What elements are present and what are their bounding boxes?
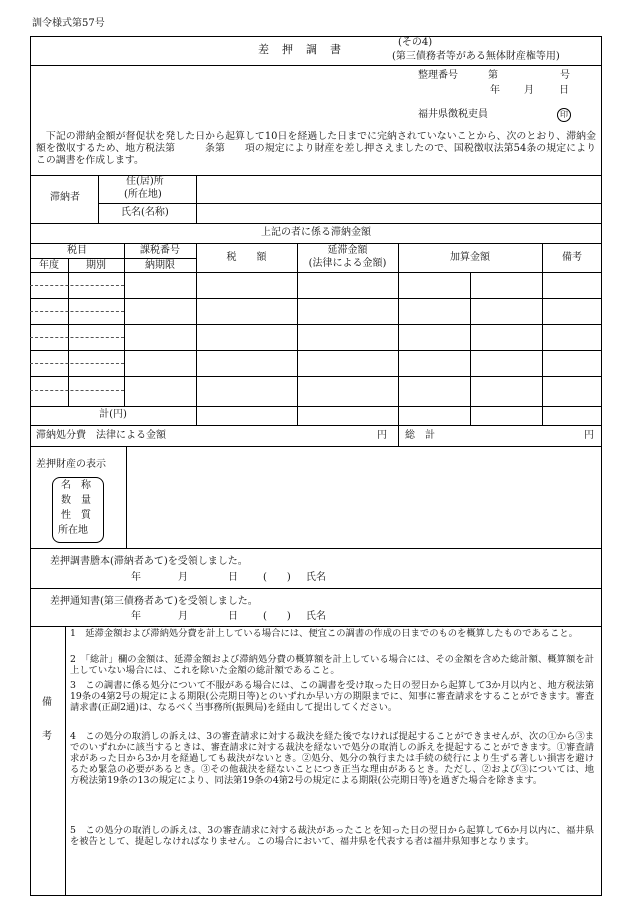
- grand-total-label: 総 計: [405, 430, 435, 441]
- note-item: 4 この処分の取消しの訴えは、3の審査請求に対する裁決を経た後でなければ提起することができませんが、次の①から③までのいずれかに該当するときは、審査請求に対する裁決を経ないで処分の取消しの訴えを提起することができます。①審査請求があった日から3か月を経過しても裁決がないとき。②処分、処分の執行または手続の続行により生ずる著しい損害を避けるため緊急の必要があるとき。③その他裁決を経ないことにつき正当な理由があるとき。ただし、②および③については、地方税法第19条の13の規定により、同法第19条の4第2号の規定による期限(公売期日等)を過ぎた場合を除きます。: [70, 731, 594, 786]
- rule: [30, 258, 124, 259]
- rule: [30, 243, 602, 244]
- col-year: 年度: [39, 260, 59, 271]
- address-label: 住(居)所: [126, 176, 164, 187]
- document-title: 差 押 調 書: [258, 43, 342, 56]
- reference-go: 号: [560, 70, 570, 81]
- rule: [196, 175, 197, 223]
- rule: [30, 548, 602, 549]
- rule: [65, 626, 66, 896]
- reference-dai: 第: [488, 70, 498, 81]
- rule: [30, 285, 124, 286]
- date-day: 日: [559, 85, 569, 96]
- receipt-notice-year: 年: [131, 611, 141, 622]
- rule: [196, 243, 197, 425]
- rule: [30, 272, 602, 273]
- form-number-label: 訓令様式第57号: [32, 18, 105, 29]
- col-late-fee-sub: (法律による金額): [308, 258, 387, 269]
- note-item: 3 この調書に係る処分について不服がある場合には、この調書を受け取った日の翌日から起算して3か月以内と、地方税法第19条の4第2号の規定による期限(公売期日等)とのいずれか早い方の期限までに、知事に審査請求をすることができます。審査請求書(正副2通)は、なるべく当事務所(振興局)を経由して提出してください。: [70, 680, 594, 713]
- document-subtitle-2: (第三債務者等がある無体財産権等用): [392, 51, 560, 62]
- receipt-copy-paren: ( ): [263, 572, 291, 583]
- seized-item: 名 称: [61, 480, 91, 491]
- seized-item: 性 質: [61, 510, 91, 521]
- note-item: 2 「総計」欄の金額は、延滞金額および滞納処分費の概算額を計上している場合には、その金額を含めた総計額、概算額を計上していない場合には、これを除いた金額の総計額であること。: [70, 654, 594, 676]
- receipt-copy-year: 年: [131, 572, 141, 583]
- rule: [126, 446, 127, 548]
- note-item: 1 延滞金額および滞納処分費を計上している場合には、便宜この調書の作成の日までのものを概算したものであること。: [70, 628, 578, 639]
- rule: [470, 272, 471, 425]
- intro-paragraph: 下記の滞納金額が督促状を発した日から起算して10日を経過した日までに完納されていないことから、次のとおり、滞納金額を徴収するため、地方税法第 条第 項の規定により財産を差し押さえましたので、国税徴収法第54条の規定によりこの調書を作成します。: [36, 131, 596, 167]
- date-month: 月: [524, 85, 534, 96]
- col-late-fee: 延滞金額: [327, 245, 368, 256]
- seal-mark: 印: [557, 108, 571, 122]
- address-label-sub: (所在地): [124, 189, 162, 200]
- receipt-copy-text: 差押調書謄本(滞納者あて)を受領しました。: [50, 556, 248, 567]
- total-label: 計(円): [99, 409, 127, 420]
- col-additional-amount: 加算金額: [450, 252, 490, 263]
- notes-label-1: 備: [42, 697, 52, 708]
- rule: [98, 203, 602, 204]
- rule: [398, 243, 399, 425]
- col-due-date: 納期限: [145, 260, 175, 271]
- rule: [30, 350, 602, 351]
- name-label: 氏名(名称): [121, 207, 169, 218]
- rule: [30, 324, 602, 325]
- rule: [30, 337, 124, 338]
- processing-cost-yen: 円: [377, 430, 387, 441]
- rule: [30, 588, 602, 589]
- rule: [30, 223, 602, 224]
- col-tax-item: 税目: [67, 245, 87, 256]
- rule: [30, 311, 124, 312]
- rule: [124, 258, 196, 259]
- rule: [542, 243, 543, 425]
- rule: [30, 363, 124, 364]
- col-tax-amount: 税 額: [226, 252, 267, 263]
- receipt-copy-name-label: 氏名: [306, 572, 326, 583]
- receipt-copy-day: 日: [228, 572, 238, 583]
- receipt-notice-paren: ( ): [263, 611, 291, 622]
- date-year: 年: [490, 85, 500, 96]
- rule: [30, 298, 602, 299]
- rule: [30, 425, 602, 426]
- rule: [68, 258, 69, 406]
- rule: [30, 406, 602, 407]
- grand-total-yen: 円: [584, 430, 594, 441]
- processing-cost-label: 滞納処分費 法律による金額: [36, 430, 166, 441]
- receipt-copy-month: 月: [178, 572, 188, 583]
- seized-item: 所在地: [58, 525, 88, 536]
- note-item: 5 この処分の取消しの訴えは、3の審査請求に対する裁決があったことを知った日の翌日から起算して6か月以内に、福井県を被告として、提起しなければなりません。この場合において、福井県を代表する者は福井県知事となります。: [70, 825, 594, 847]
- receipt-notice-day: 日: [228, 611, 238, 622]
- rule: [30, 626, 602, 627]
- receipt-notice-text: 差押通知書(第三債務者あて)を受領しました。: [50, 596, 258, 607]
- arrears-section-title: 上記の者に係る滞納金額: [261, 227, 371, 238]
- reference-number-label: 整理番号: [418, 70, 458, 81]
- rule: [30, 376, 602, 377]
- col-tax-number: 課税番号: [140, 245, 180, 256]
- receipt-notice-month: 月: [178, 611, 188, 622]
- notes-label-2: 考: [42, 731, 52, 742]
- tax-official-label: 福井県徴税吏員: [418, 109, 488, 120]
- taxpayer-label: 滞納者: [50, 192, 80, 203]
- rule: [30, 65, 602, 66]
- col-period: 期別: [86, 260, 106, 271]
- rule: [30, 446, 602, 447]
- col-remarks: 備考: [562, 252, 582, 263]
- document-subtitle-1: (その4): [398, 37, 433, 48]
- seized-property-label: 差押財産の表示: [36, 459, 106, 470]
- rule: [98, 175, 99, 223]
- seized-item: 数 量: [61, 495, 91, 506]
- rule: [398, 425, 399, 446]
- rule: [297, 243, 298, 425]
- rule: [30, 175, 602, 176]
- receipt-notice-name-label: 氏名: [306, 611, 326, 622]
- rule: [30, 390, 124, 391]
